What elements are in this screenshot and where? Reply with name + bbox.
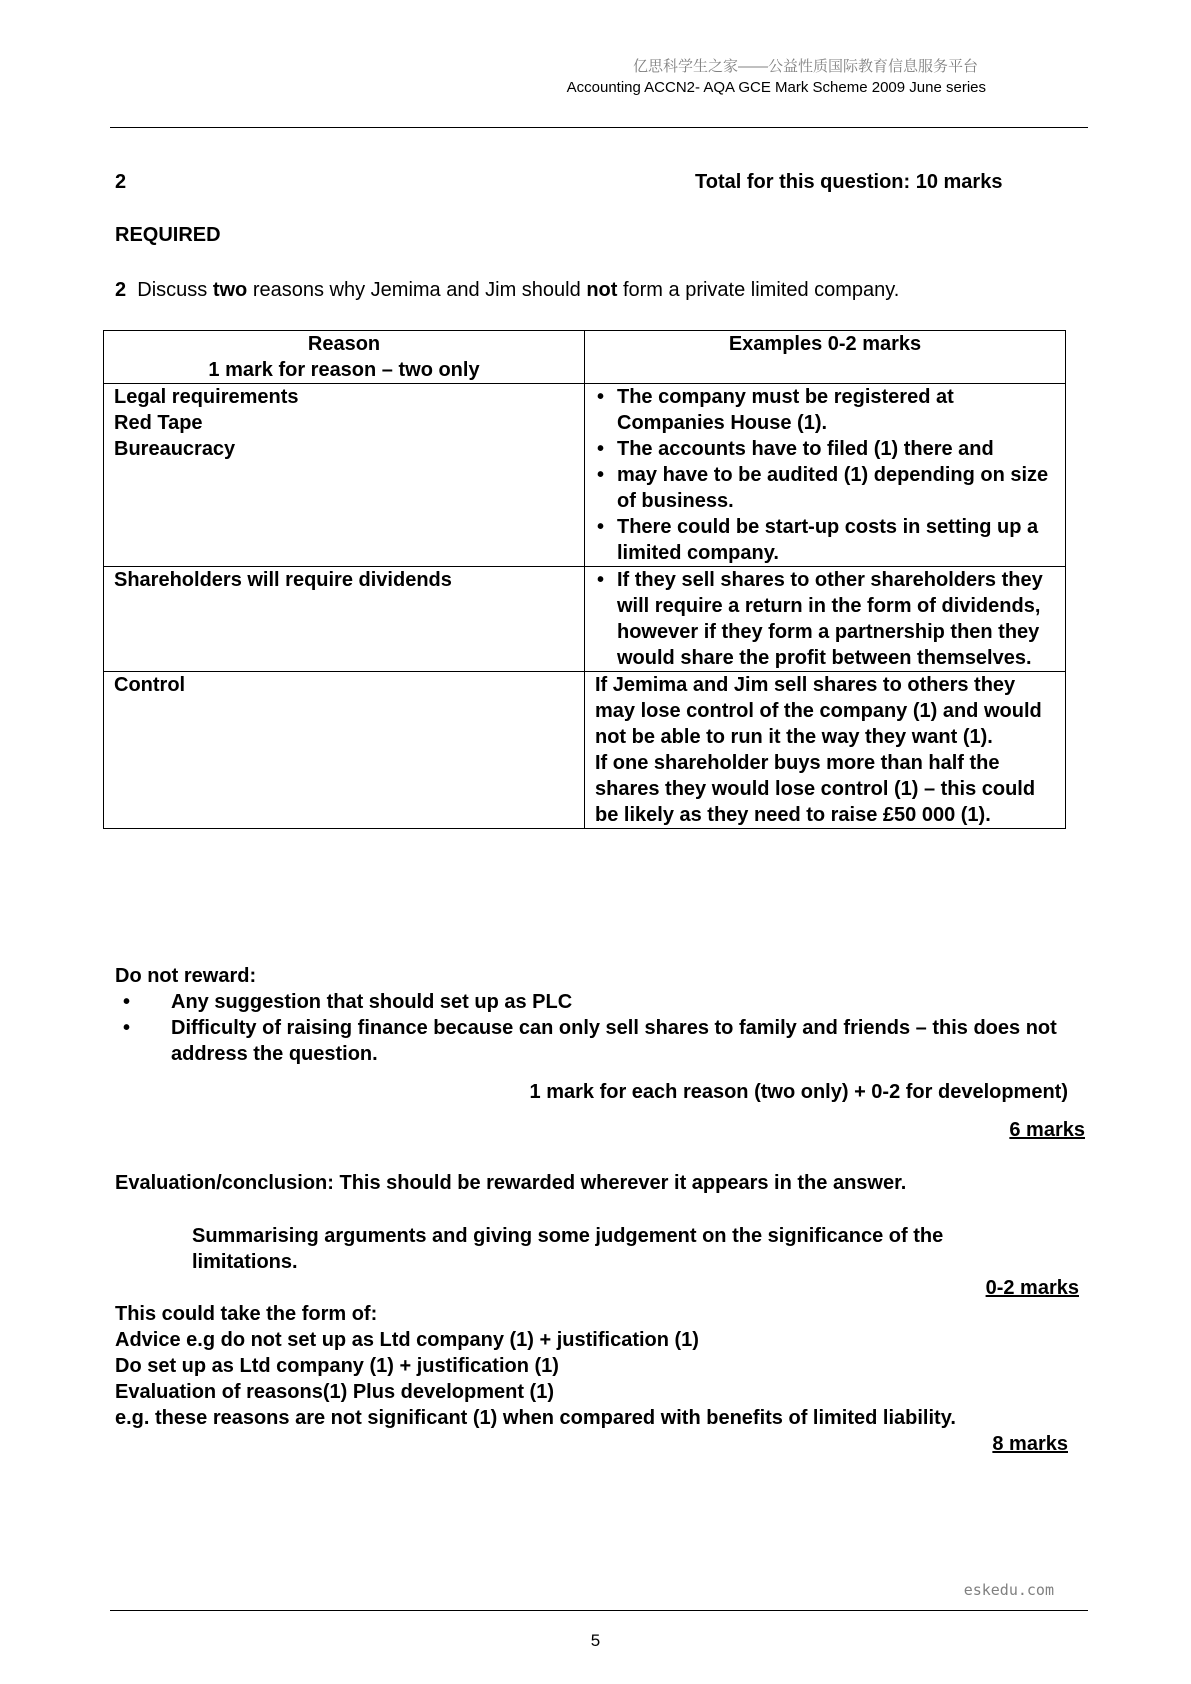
evaluation-line: e.g. these reasons are not significant (1) when compared with benefits of limited liability. xyxy=(115,1407,956,1429)
question-text-bold1: two xyxy=(212,279,248,301)
evaluation-line: Evaluation of reasons(1) Plus development (1) xyxy=(115,1381,554,1403)
example-paragraph: If one shareholder buys more than half the shares they would lose control (1) – this could be likely as they need to raise £50 000 (1). xyxy=(595,752,1036,826)
subtotal-marks: 6 marks xyxy=(1009,1119,1085,1141)
question-number: 2 xyxy=(115,171,127,193)
reason-line: Bureaucracy xyxy=(114,438,236,460)
question-total: Total for this question: 10 marks xyxy=(695,171,1003,193)
examples-cell xyxy=(585,567,1066,672)
question-text-part3: form a private limited company. xyxy=(617,279,900,301)
evaluation-heading: Evaluation/conclusion: This should be rewarded wherever it appears in the answer. xyxy=(115,1172,907,1194)
header-reason-title: Reason xyxy=(307,333,381,355)
list-item: • If they sell shares to other shareholders they will require a return in the form of dividends, however if they form a partnership then they would share the profit between themselves. xyxy=(595,567,1055,671)
question-text xyxy=(115,277,899,303)
question-text-number: 2 xyxy=(115,279,127,301)
evaluation-forms xyxy=(115,1301,956,1431)
header-reason xyxy=(104,331,585,384)
do-not-reward-list xyxy=(115,989,1075,1067)
required-heading: REQUIRED xyxy=(115,224,221,246)
evaluation-line: This could take the form of: xyxy=(115,1303,378,1325)
list-item: • Difficulty of raising finance because can only sell shares to family and friends – this does not address the question. xyxy=(115,1015,1075,1067)
list-item: • The accounts have to filed (1) there and xyxy=(595,436,1055,462)
list-item: • The company must be registered at Companies House (1). xyxy=(595,384,1055,436)
reason-line: Red Tape xyxy=(114,412,203,434)
examples-list xyxy=(595,384,1055,566)
header-site-name: 亿思科学生之家——公益性质国际教育信息服务平台 xyxy=(632,58,978,75)
reason-cell xyxy=(104,672,585,829)
reward-summary: 1 mark for each reason (two only) + 0-2 for development) xyxy=(529,1081,1068,1103)
reason-cell xyxy=(104,384,585,567)
evaluation-summary-line1: Summarising arguments and giving some judgement on the significance of the xyxy=(192,1225,944,1247)
table-row xyxy=(104,567,1066,672)
footer-site: eskedu.com xyxy=(963,1581,1054,1599)
do-not-reward-title: Do not reward: xyxy=(115,965,257,987)
header-reason-subtitle: 1 mark for reason – two only xyxy=(208,359,480,381)
evaluation-line: Advice e.g do not set up as Ltd company (1) + justification (1) xyxy=(115,1329,699,1351)
list-item: • may have to be audited (1) depending on size of business. xyxy=(595,462,1055,514)
example-paragraph: If Jemima and Jim sell shares to others they may lose control of the company (1) and would not be able to run it the way they want (1). xyxy=(595,674,1042,748)
list-item: • There could be start-up costs in setting up a limited company. xyxy=(595,514,1055,566)
table-row xyxy=(104,672,1066,829)
list-item: • Any suggestion that should set up as PLC xyxy=(115,989,1075,1015)
page-number: 5 xyxy=(590,1631,601,1650)
examples-list xyxy=(595,567,1055,671)
examples-cell xyxy=(585,384,1066,567)
evaluation-line: Do set up as Ltd company (1) + justification (1) xyxy=(115,1355,559,1377)
do-not-reward-section xyxy=(115,963,1075,1067)
reason-line: Control xyxy=(114,674,186,696)
table-row xyxy=(104,384,1066,567)
question-text-part2: reasons why Jemima and Jim should xyxy=(247,279,587,301)
header-rule xyxy=(110,127,1088,128)
evaluation-summary-line2: limitations. xyxy=(192,1251,298,1273)
header-doc-title: Accounting ACCN2- AQA GCE Mark Scheme 2009 June series xyxy=(566,79,986,96)
mark-scheme-table xyxy=(103,330,1066,829)
total-marks: 8 marks xyxy=(992,1433,1068,1455)
footer-rule xyxy=(110,1610,1088,1611)
examples-cell xyxy=(585,672,1066,829)
header-examples: Examples 0-2 marks xyxy=(585,331,1066,384)
question-text-bold2: not xyxy=(586,279,618,301)
reason-line: Legal requirements xyxy=(114,386,299,408)
evaluation-marks: 0-2 marks xyxy=(985,1277,1079,1299)
table-header-row xyxy=(104,331,1066,384)
question-text-part1: Discuss xyxy=(137,279,213,301)
reason-line: Shareholders will require dividends xyxy=(114,569,452,591)
reason-cell xyxy=(104,567,585,672)
